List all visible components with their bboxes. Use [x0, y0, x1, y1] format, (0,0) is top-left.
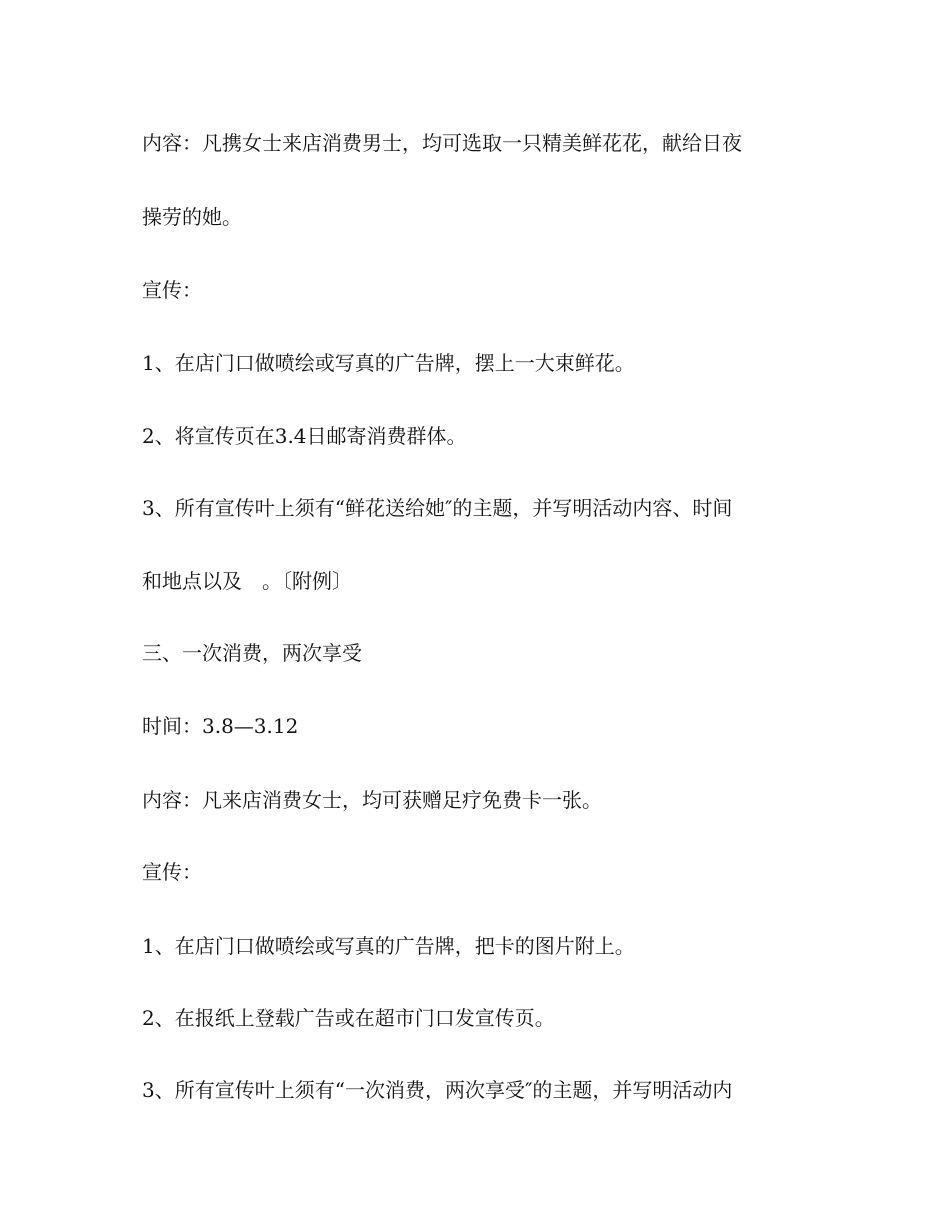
section-heading: 宣传： — [142, 278, 202, 302]
paragraph-line: 操劳的她。 — [142, 205, 242, 229]
paragraph-line: 内容：凡来店消费女士，均可获赠足疗免费卡一张。 — [142, 788, 602, 812]
paragraph-line: 时间：3.8—3.12 — [142, 714, 299, 738]
list-item: 3、所有宣传叶上须有“一次消费，两次享受″的主题，并写明活动内 — [142, 1078, 733, 1102]
list-item: 2、在报纸上登载广告或在超市门口发宣传页。 — [142, 1006, 555, 1030]
section-heading: 宣传： — [142, 860, 202, 884]
section-heading: 三、一次消费，两次享受 — [142, 641, 362, 665]
paragraph-line: 和地点以及 。〔附例〕 — [142, 569, 352, 593]
list-item: 1、在店门口做喷绘或写真的广告牌，把卡的图片附上。 — [142, 934, 635, 958]
paragraph-line: 内容：凡携女士来店消费男士，均可选取一只精美鲜花花，献给日夜 — [142, 131, 742, 155]
list-item: 2、将宣传页在3.4日邮寄消费群体。 — [142, 424, 467, 448]
list-item: 3、所有宣传叶上须有“鲜花送给她″的主题，并写明活动内容、时间 — [142, 496, 733, 520]
list-item: 1、在店门口做喷绘或写真的广告牌，摆上一大束鲜花。 — [142, 351, 635, 375]
